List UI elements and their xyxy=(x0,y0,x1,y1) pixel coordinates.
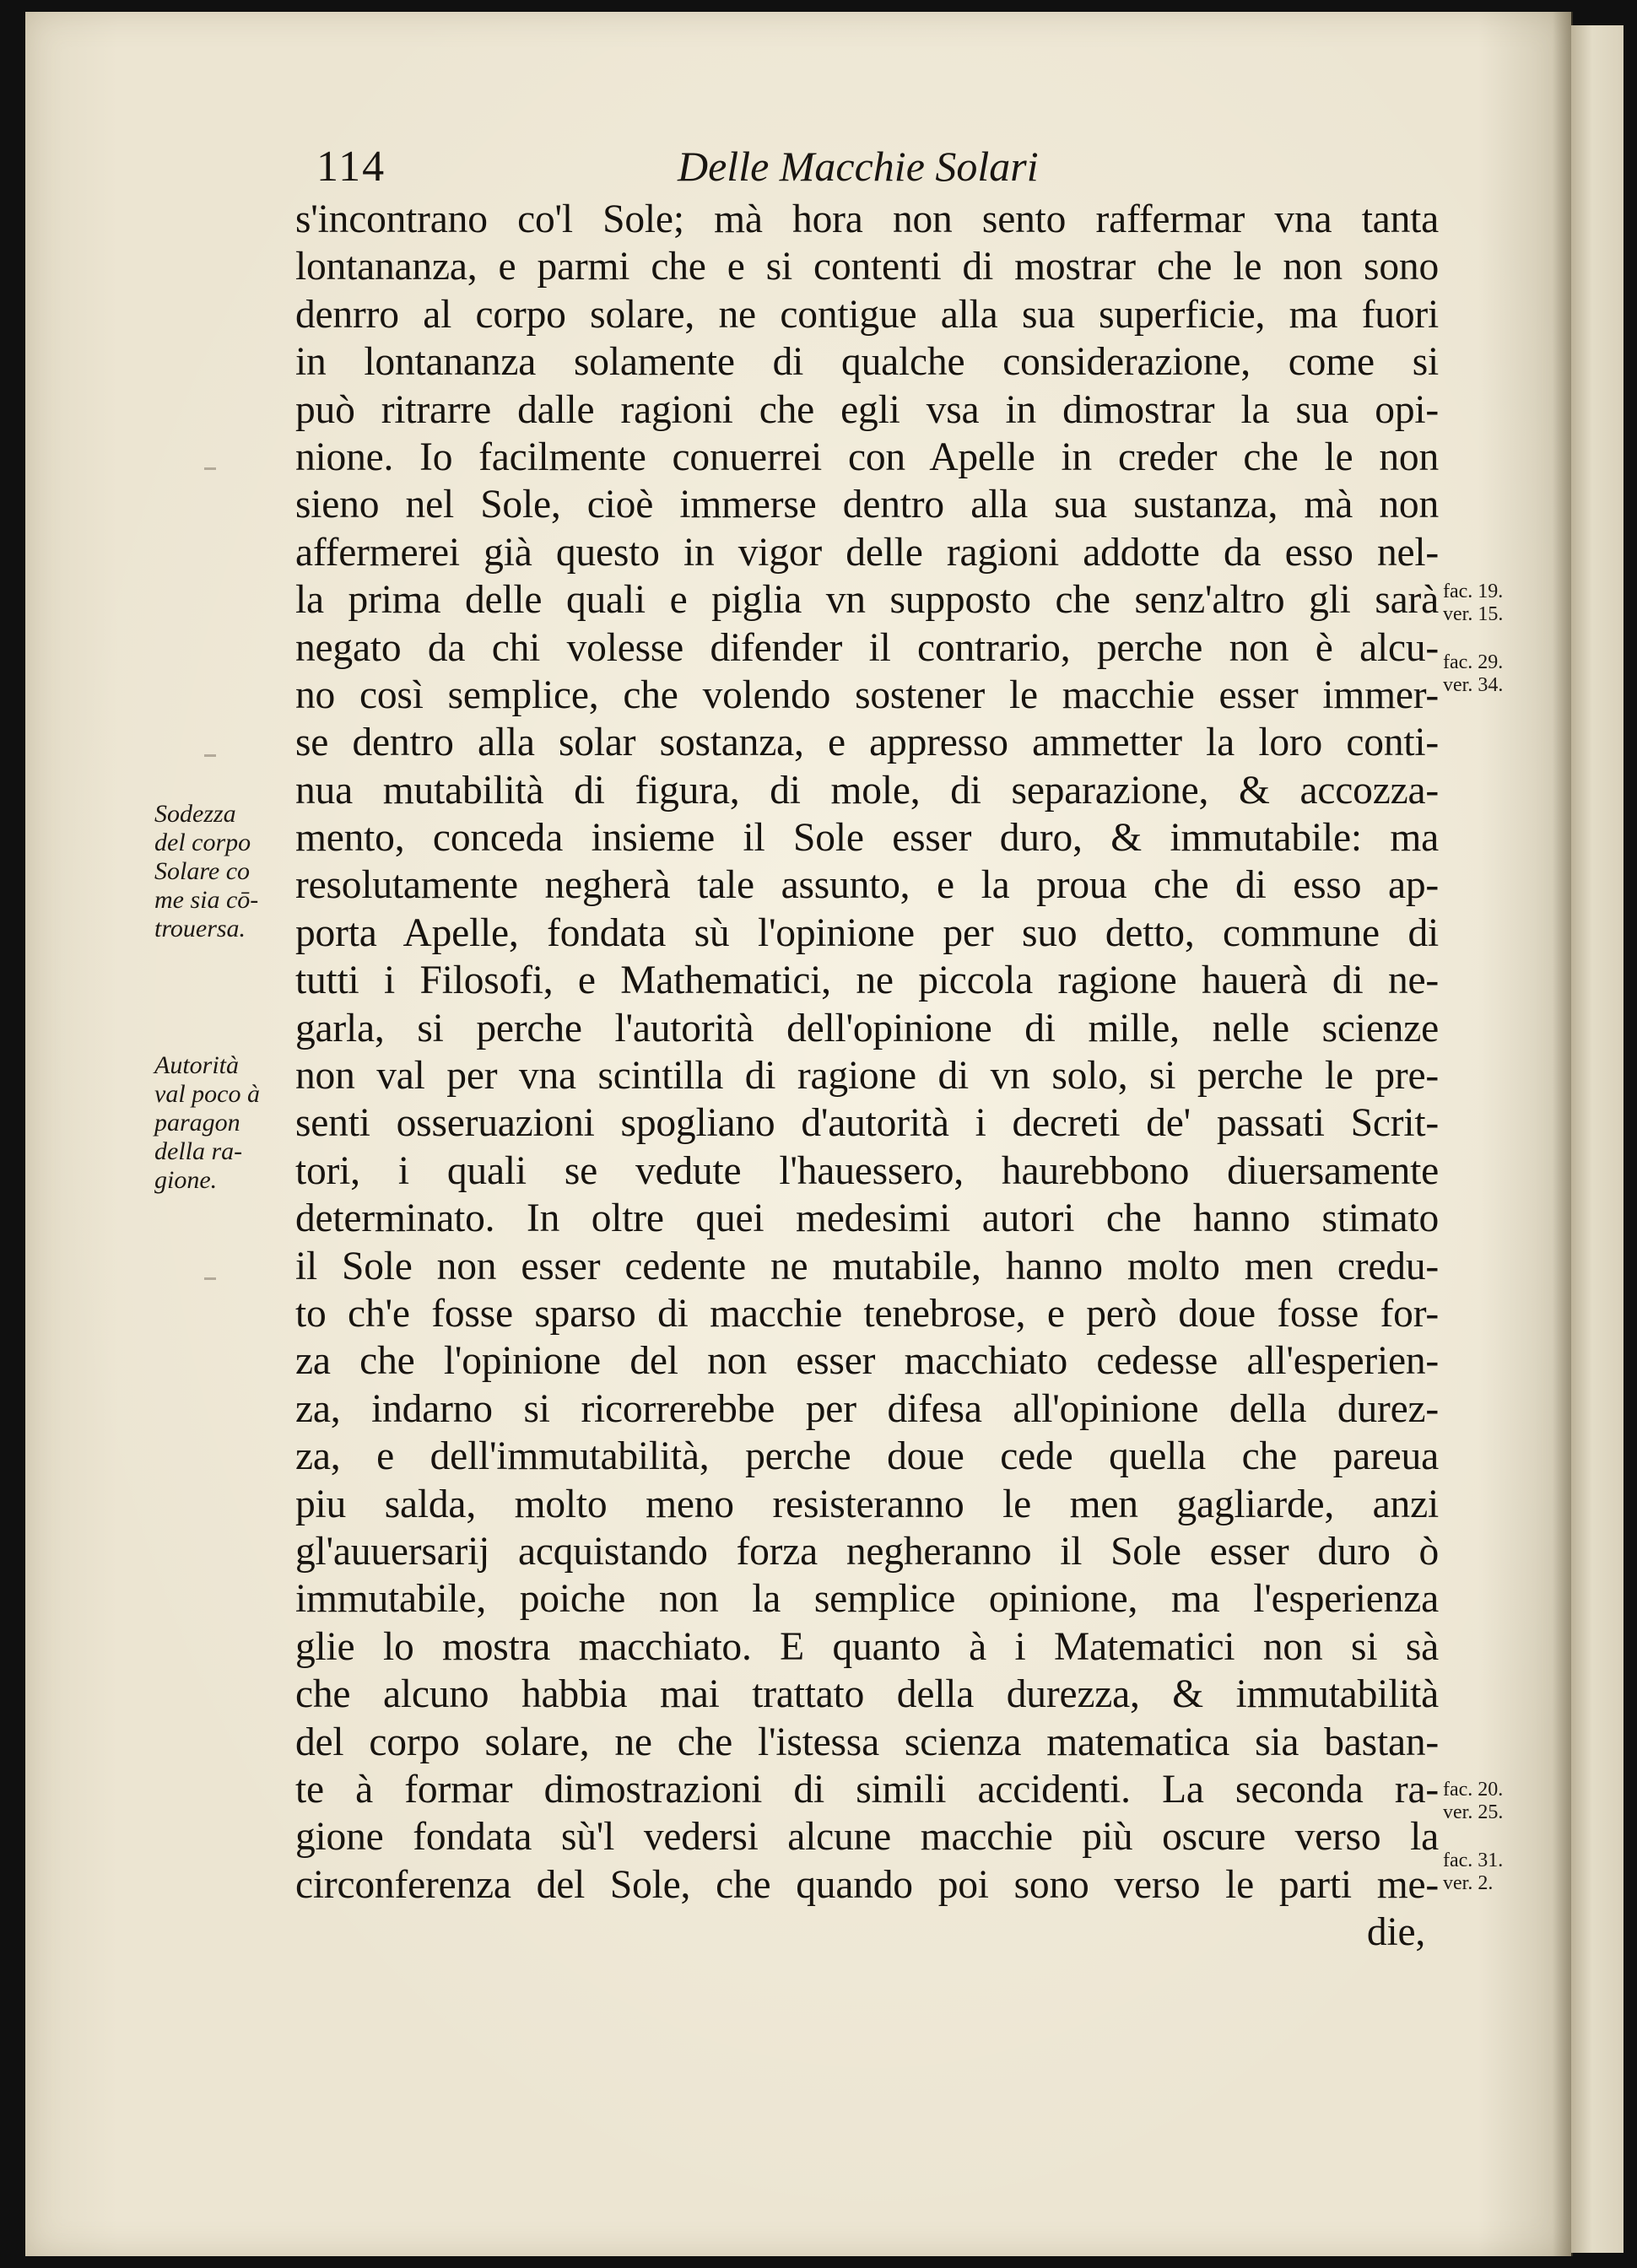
marginal-reference-line: fac. 31. xyxy=(1443,1850,1504,1871)
text-line: gione fondata sù'l vedersi alcune macchie più oscure verso la xyxy=(295,1815,1439,1860)
marginal-note-line: paragon xyxy=(154,1109,240,1137)
text-line: immutabile, poiche non la semplice opinione, ma l'esperienza xyxy=(295,1577,1439,1622)
text-line: garla, si perche l'autorità dell'opinione di mille, nelle scienze xyxy=(295,1006,1439,1050)
text-line: gl'auuersarij acquistando forza negheranno il Sole esser duro ò xyxy=(295,1529,1439,1574)
marginal-note-line: della ra- xyxy=(154,1137,243,1165)
marginal-note-line: val poco à xyxy=(154,1080,260,1108)
text-line: za, e dell'immutabilità, perche doue cede quella che pareua xyxy=(295,1434,1439,1479)
text-line: porta Apelle, fondata sù l'opinione per suo detto, commune di xyxy=(295,910,1439,955)
pencil-mark xyxy=(204,754,216,757)
text-line: del corpo solare, ne che l'istessa scienza matematica sia bastan- xyxy=(295,1720,1439,1764)
text-line: piu salda, molto meno resisteranno le men gagliarde, anzi xyxy=(295,1482,1439,1526)
text-line: se dentro alla solar sostanza, e appresso ammetter la loro conti- xyxy=(295,721,1439,765)
text-line: die, xyxy=(1366,1910,1425,1955)
text-line: può ritrarre dalle ragioni che egli vsa in dimostrar la sua opi- xyxy=(295,387,1439,432)
text-line: tori, i quali se vedute l'hauessero, haurebbono diuersamente xyxy=(295,1148,1439,1193)
text-line: resolutamente negherà tale assunto, e la proua che di esso ap- xyxy=(295,863,1439,908)
text-line: s'incontrano co'l Sole; mà hora non sento raffermar vna tanta xyxy=(295,197,1439,241)
text-line: sieno nel Sole, cioè immerse dentro alla sua sustanza, mà non xyxy=(295,483,1439,527)
text-line: circonferenza del Sole, che quando poi sono verso le parti me- xyxy=(295,1862,1439,1907)
marginal-reference xyxy=(1443,1779,1503,1824)
marginal-note-sodezza xyxy=(154,800,258,943)
marginal-reference-line: fac. 20. xyxy=(1443,1779,1504,1801)
text-line: che alcuno habbia mai trattato della durezza, & immutabilità xyxy=(295,1672,1439,1717)
next-page-edge xyxy=(1571,25,1623,2253)
text-line: non val per vna scintilla di ragione di vn solo, si perche le pre- xyxy=(295,1054,1439,1099)
text-line: to ch'e fosse sparso di macchie tenebrose, e però doue fosse for- xyxy=(295,1291,1439,1336)
text-line: mento, conceda insieme il Sole esser duro, & immutabile: ma xyxy=(295,816,1439,861)
marginal-note-line: me sia cō- xyxy=(154,886,259,914)
marginal-note-line: trouersa. xyxy=(154,915,246,942)
text-line: negato da chi volesse difender il contrario, perche non è alcu- xyxy=(295,625,1439,670)
text-line: glie lo mostra macchiato. E quanto à i Matematici non si sà xyxy=(295,1624,1439,1669)
marginal-note-autorita xyxy=(154,1051,260,1195)
marginal-note-line: Sodezza xyxy=(154,800,236,828)
text-line: affermerei già questo in vigor delle ragioni addotte da esso nel- xyxy=(295,530,1439,575)
marginal-note-line: del corpo xyxy=(154,829,251,856)
text-line: no così semplice, che volendo sostener le macchie esser immer- xyxy=(295,672,1439,717)
marginal-note-line: Solare co xyxy=(154,857,251,885)
pencil-mark xyxy=(204,1277,216,1280)
text-line: za, indarno si ricorrerebbe per difesa all'opinione della durez- xyxy=(295,1386,1439,1431)
body-text xyxy=(295,196,1439,1956)
marginal-reference-line: fac. 29. xyxy=(1443,651,1504,673)
marginal-reference xyxy=(1443,651,1503,697)
text-line: senti osseruazioni spogliano d'autorità i decreti de' passati Scrit- xyxy=(295,1101,1439,1146)
marginal-note-line: Autorità xyxy=(154,1051,240,1079)
marginal-reference-line: ver. 2. xyxy=(1443,1872,1494,1894)
text-line: te à formar dimostrazioni di simili accidenti. La seconda ra- xyxy=(295,1767,1439,1812)
marginal-reference-line: ver. 15. xyxy=(1443,603,1504,625)
marginal-reference-line: ver. 25. xyxy=(1443,1801,1504,1823)
marginal-reference-line: fac. 19. xyxy=(1443,580,1504,602)
running-title: Delle Macchie Solari xyxy=(678,143,1039,190)
pencil-mark xyxy=(204,467,216,470)
text-line: nione. Io facilmente conuerrei con Apelle in creder che le non xyxy=(295,435,1439,479)
text-line: la prima delle quali e piglia vn supposto che senz'altro gli sarà xyxy=(295,578,1439,623)
text-line: nua mutabilità di figura, di mole, di separazione, & accozza- xyxy=(295,768,1439,813)
text-line: denrro al corpo solare, ne contigue alla sua superficie, ma fuori xyxy=(295,292,1439,337)
marginal-reference-line: ver. 34. xyxy=(1443,674,1504,696)
marginal-note-line: gione. xyxy=(154,1166,218,1194)
marginal-reference xyxy=(1443,580,1503,626)
text-line: in lontananza solamente di qualche considerazione, come si xyxy=(295,340,1439,385)
text-line: za che l'opinione del non esser macchiato cedesse all'esperien- xyxy=(295,1339,1439,1384)
text-line: lontananza, e parmi che e si contenti di mostrar che le non sono xyxy=(295,245,1439,289)
text-line: determinato. In oltre quei medesimi autori che hanno stimato xyxy=(295,1196,1439,1241)
page-number: 114 xyxy=(316,143,386,191)
text-line: il Sole non esser cedente ne mutabile, hanno molto men credu- xyxy=(295,1244,1439,1288)
text-line: tutti i Filosofi, e Mathematici, ne piccola ragione hauerà di ne- xyxy=(295,958,1439,1003)
page-edge-shadow xyxy=(1553,12,1573,2256)
marginal-reference xyxy=(1443,1850,1503,1895)
